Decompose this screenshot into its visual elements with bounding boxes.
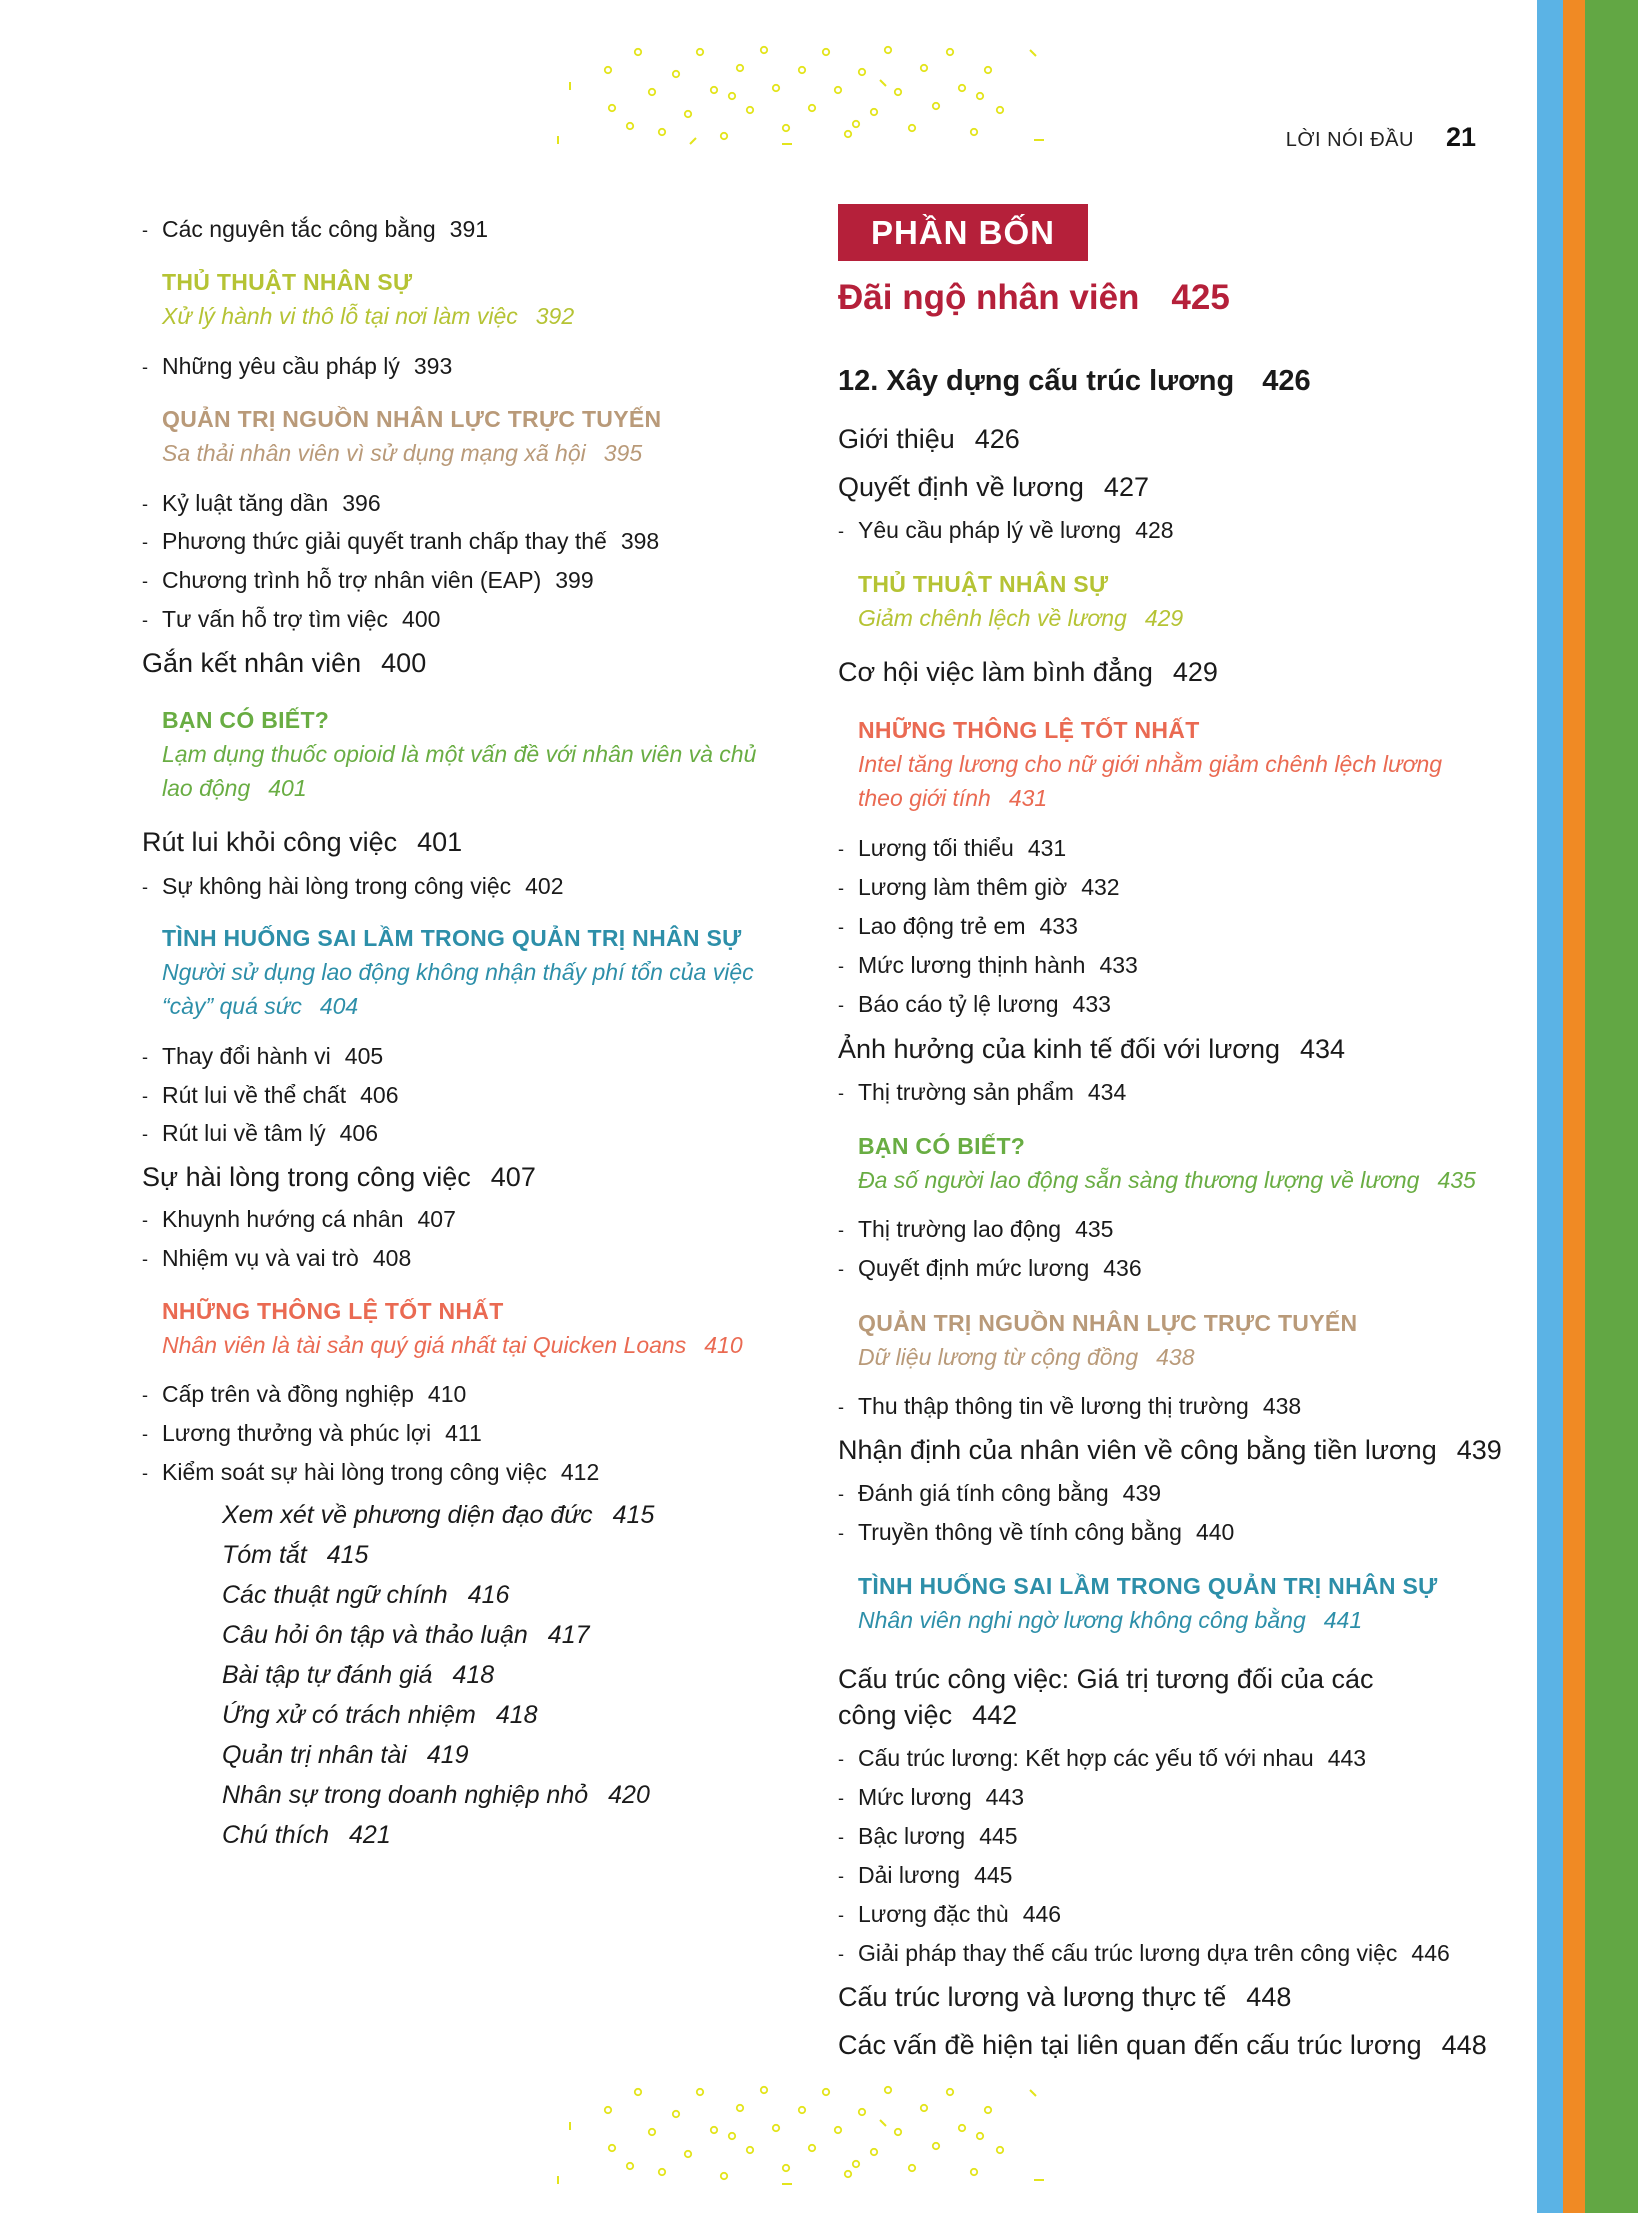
toc-bullet: - Cấu trúc lương: Kết hợp các yếu tố với nhau 443 [838, 1745, 1366, 1772]
dot-pattern-top-svg [550, 40, 1050, 150]
toc-bullet: - Rút lui về tâm lý 406 [142, 1120, 378, 1147]
toc-bullet: - Lương đặc thù 446 [838, 1901, 1061, 1928]
dot-pattern-bottom [550, 2080, 1050, 2190]
feature-box-subtitle-line1: Người sử dụng lao động không nhận thấy phí tổn của việc [162, 959, 754, 985]
feature-box-online-hrm [858, 1306, 1357, 1374]
feature-box-online-hrm [162, 402, 661, 470]
feature-box-title: THỦ THUẬT NHÂN SỰ [162, 269, 413, 295]
toc-section: Giới thiệu 426 [838, 424, 1020, 454]
toc-end-item: Tóm tắt 415 [222, 1541, 369, 1569]
feature-box-best-practices [162, 1294, 743, 1362]
feature-box-subtitle-line2: lao động 401 [162, 775, 307, 801]
toc-bullet [142, 216, 488, 243]
toc-section: Ảnh hưởng của kinh tế đối với lương 434 [838, 1034, 1346, 1064]
toc-bullet: - Lương tối thiểu 431 [838, 835, 1066, 862]
feature-box-title: NHỮNG THÔNG LỆ TỐT NHẤT [162, 1298, 504, 1324]
feature-box-did-you-know [162, 703, 756, 805]
feature-box-hr-mistakes [162, 921, 754, 1023]
toc-section-line1: Cấu trúc công việc: Giá trị tương đối của các [838, 1664, 1374, 1694]
toc-bullet: - Báo cáo tỷ lệ lương 433 [838, 991, 1111, 1018]
feature-box-subtitle: Nhân viên là tài sản quý giá nhất tại Quicken Loans 410 [162, 1332, 743, 1358]
feature-box-hr-tips [858, 567, 1183, 635]
feature-box-title: QUẢN TRỊ NGUỒN NHÂN LỰC TRỰC TUYẾN [162, 406, 662, 432]
feature-box-hr-tips [162, 265, 574, 333]
toc-bullet: - Kỷ luật tăng dần 396 [142, 490, 381, 517]
toc-bullet: - Truyền thông về tính công bằng 440 [838, 1519, 1234, 1546]
feature-box-subtitle-line2: “cày” quá sức 404 [162, 993, 359, 1019]
toc-entry-text: Các nguyên tắc công bằng [162, 216, 436, 242]
feature-box-title: BẠN CÓ BIẾT? [162, 707, 330, 733]
toc-end-item: Các thuật ngữ chính 416 [222, 1581, 510, 1609]
toc-bullet: - Lương thưởng và phúc lợi 411 [142, 1420, 482, 1447]
toc-section: Gắn kết nhân viên 400 [142, 648, 427, 678]
toc-bullet: - Thu thập thông tin về lương thị trường 438 [838, 1393, 1301, 1420]
feature-box-title: TÌNH HUỐNG SAI LẦM TRONG QUẢN TRỊ NHÂN SỰ [162, 925, 742, 951]
edge-stripe-orange [1563, 0, 1585, 2213]
toc-end-item: Quản trị nhân tài 419 [222, 1741, 469, 1769]
feature-box-subtitle-line1: Lạm dụng thuốc opioid là một vấn đề với nhân viên và chủ [162, 741, 757, 767]
part-title: Đãi ngộ nhân viên 425 [838, 278, 1230, 317]
toc-end-item: Bài tập tự đánh giá 418 [222, 1661, 495, 1689]
toc-bullet: - Lao động trẻ em 433 [838, 913, 1078, 940]
toc-bullet: - Mức lương 443 [838, 1784, 1024, 1811]
toc-bullet: - Tư vấn hỗ trợ tìm việc 400 [142, 606, 440, 633]
toc-end-item: Xem xét về phương diện đạo đức 415 [222, 1501, 655, 1529]
dot-pattern-bottom-svg [550, 2080, 1050, 2190]
feature-box-subtitle: Đa số người lao động sẵn sàng thương lượng về lương 435 [858, 1167, 1476, 1193]
feature-box-title: BẠN CÓ BIẾT? [858, 1133, 1026, 1159]
toc-bullet: - Yêu cầu pháp lý về lương 428 [838, 517, 1174, 544]
feature-box-best-practices [858, 713, 1442, 815]
page-number: 21 [1445, 122, 1476, 152]
feature-box-hr-mistakes [858, 1569, 1438, 1637]
toc-end-item: Chú thích 421 [222, 1821, 391, 1849]
toc-end-item: Nhân sự trong doanh nghiệp nhỏ 420 [222, 1781, 650, 1809]
feature-box-subtitle: Sa thải nhân viên vì sử dụng mạng xã hội 395 [162, 440, 643, 466]
toc-section-line2: công việc 442 [838, 1700, 1018, 1730]
toc-end-item: Câu hỏi ôn tập và thảo luận 417 [222, 1621, 590, 1649]
toc-bullet: - Giải pháp thay thế cấu trúc lương dựa trên công việc 446 [838, 1940, 1450, 1967]
toc-bullet: - Đánh giá tính công bằng 439 [838, 1480, 1161, 1507]
toc-section: Cấu trúc lương và lương thực tế 448 [838, 1982, 1292, 2012]
feature-box-subtitle-line1: Intel tăng lương cho nữ giới nhằm giảm chênh lệch lương [858, 751, 1443, 777]
part-badge: PHẦN BỐN [838, 204, 1088, 261]
toc-bullet: - Lương làm thêm giờ 432 [838, 874, 1120, 901]
toc-bullet: - Khuynh hướng cá nhân 407 [142, 1206, 456, 1233]
toc-bullet: - Thị trường lao động 435 [838, 1216, 1113, 1243]
toc-section: Quyết định về lương 427 [838, 472, 1149, 502]
toc-bullet: - Dải lương 445 [838, 1862, 1012, 1889]
toc-bullet: - Quyết định mức lương 436 [838, 1255, 1142, 1282]
toc-bullet: - Chương trình hỗ trợ nhân viên (EAP) 399 [142, 567, 594, 594]
toc-bullet: - Thay đổi hành vi 405 [142, 1043, 383, 1070]
chapter-title: 12. Xây dựng cấu trúc lương 426 [838, 365, 1311, 397]
dot-pattern-top [550, 40, 1050, 150]
feature-box-did-you-know [858, 1129, 1476, 1197]
toc-section: Cơ hội việc làm bình đẳng 429 [838, 657, 1218, 687]
toc-section: Nhận định của nhân viên về công bằng tiền lương 439 [838, 1435, 1502, 1465]
feature-box-title: NHỮNG THÔNG LỆ TỐT NHẤT [858, 717, 1200, 743]
toc-bullet: - Mức lương thịnh hành 433 [838, 952, 1138, 979]
toc-bullet: - Sự không hài lòng trong công việc 402 [142, 873, 564, 900]
feature-box-title: THỦ THUẬT NHÂN SỰ [858, 571, 1109, 597]
feature-box-title: TÌNH HUỐNG SAI LẦM TRONG QUẢN TRỊ NHÂN SỰ [858, 1573, 1438, 1599]
toc-bullet: - Nhiệm vụ và vai trò 408 [142, 1245, 411, 1272]
edge-stripe-blue [1537, 0, 1563, 2213]
toc-bullet: - Phương thức giải quyết tranh chấp thay thế 398 [142, 528, 659, 555]
toc-bullet: - Thị trường sản phẩm 434 [838, 1079, 1126, 1106]
toc-bullet: - Những yêu cầu pháp lý 393 [142, 353, 452, 380]
feature-box-subtitle: Nhân viên nghi ngờ lương không công bằng 441 [858, 1607, 1363, 1633]
toc-page-number: 391 [449, 216, 489, 242]
feature-box-subtitle-line2: theo giới tính 431 [858, 785, 1048, 811]
feature-box-subtitle: Xử lý hành vi thô lỗ tại nơi làm việc 392 [162, 303, 575, 329]
toc-bullet: - Rút lui về thể chất 406 [142, 1082, 398, 1109]
toc-bullet: - Cấp trên và đồng nghiệp 410 [142, 1381, 466, 1408]
feature-box-title: QUẢN TRỊ NGUỒN NHÂN LỰC TRỰC TUYẾN [858, 1310, 1358, 1336]
toc-section: Các vấn đề hiện tại liên quan đến cấu trúc lương 448 [838, 2030, 1487, 2060]
toc-bullet: - Kiểm soát sự hài lòng trong công việc 412 [142, 1459, 599, 1486]
feature-box-subtitle: Dữ liệu lương từ cộng đồng 438 [858, 1344, 1195, 1370]
running-head-title: LỜI NÓI ĐẦU [1285, 129, 1414, 151]
toc-end-item: Ứng xử có trách nhiệm 418 [222, 1701, 538, 1729]
running-head [1286, 122, 1476, 153]
toc-section: Rút lui khỏi công việc 401 [142, 827, 463, 857]
toc-bullet: - Bậc lương 445 [838, 1823, 1018, 1850]
feature-box-subtitle: Giảm chênh lệch về lương 429 [858, 605, 1184, 631]
toc-section: Sự hài lòng trong công việc 407 [142, 1162, 536, 1192]
edge-stripe-green [1585, 0, 1638, 2213]
